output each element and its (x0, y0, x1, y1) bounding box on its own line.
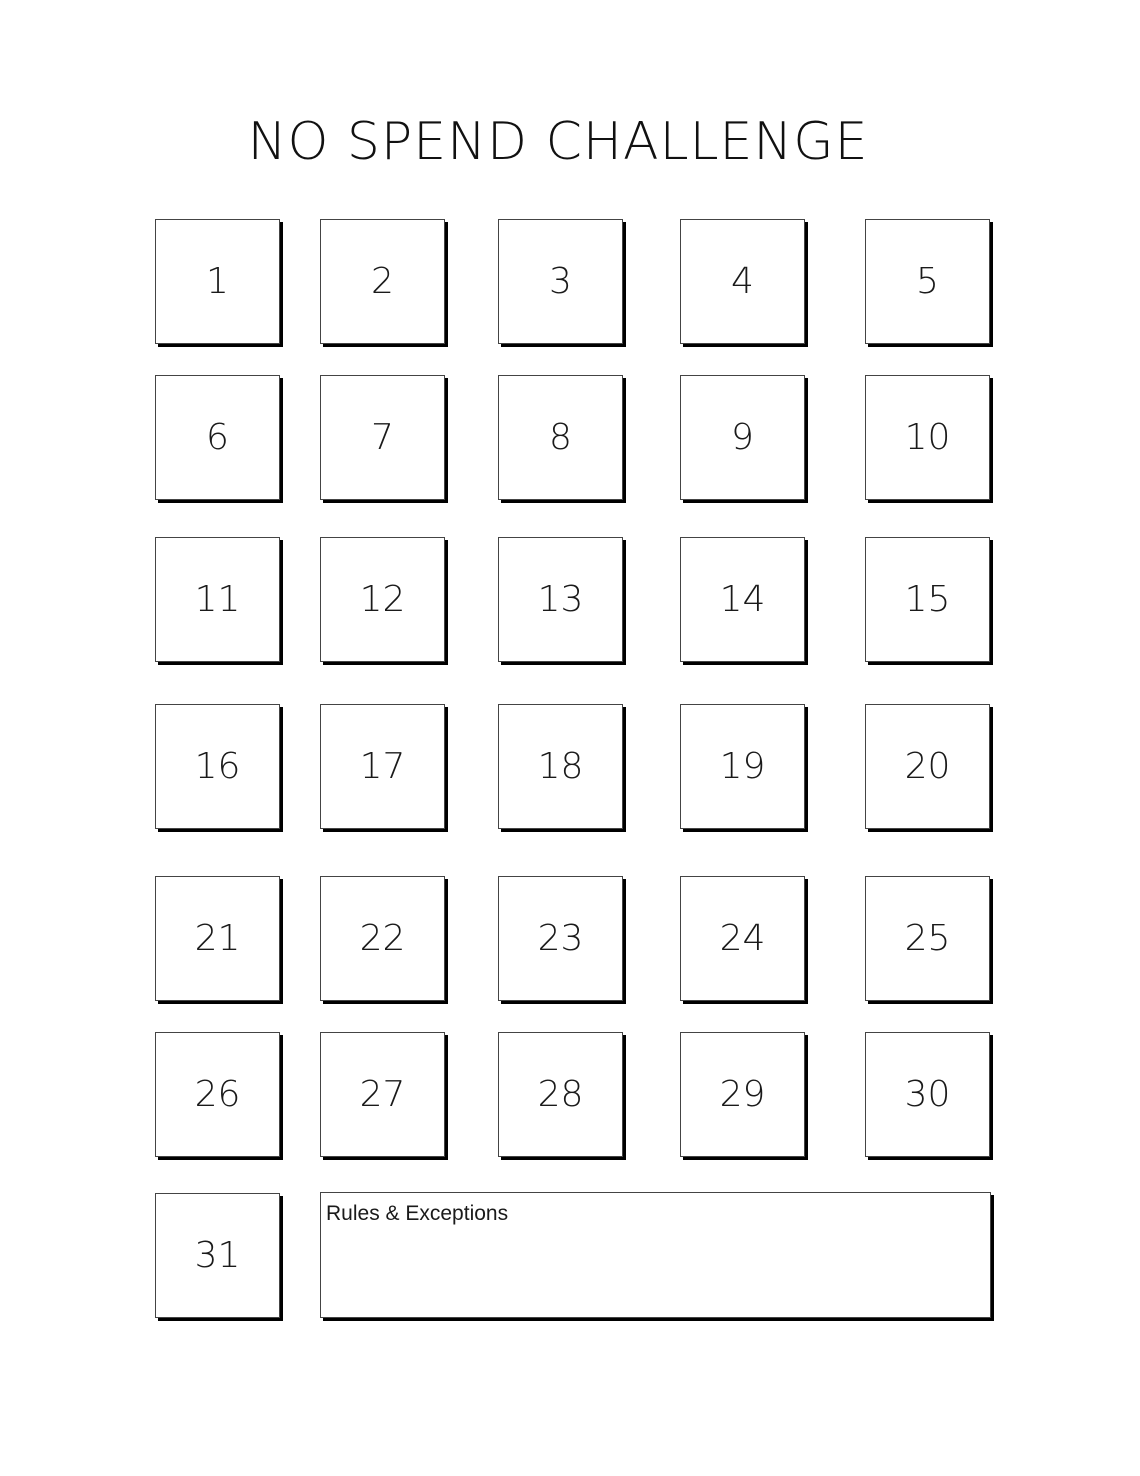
day-number: 13 (537, 578, 584, 620)
day-number: 8 (549, 416, 572, 458)
day-box-20[interactable] (865, 704, 990, 829)
day-box-21[interactable] (155, 876, 280, 1001)
day-box-24[interactable] (680, 876, 805, 1001)
day-box-11[interactable] (155, 537, 280, 662)
day-box-10[interactable] (865, 375, 990, 500)
day-number: 25 (904, 917, 951, 959)
day-box-26[interactable] (155, 1032, 280, 1157)
day-box-30[interactable] (865, 1032, 990, 1157)
day-number: 27 (359, 1073, 406, 1115)
day-number: 23 (537, 917, 584, 959)
day-number: 29 (719, 1073, 766, 1115)
day-number: 10 (904, 416, 951, 458)
day-box-19[interactable] (680, 704, 805, 829)
day-number: 9 (731, 416, 754, 458)
day-number: 1 (206, 260, 229, 302)
day-box-23[interactable] (498, 876, 623, 1001)
day-box-14[interactable] (680, 537, 805, 662)
day-number: 28 (537, 1073, 584, 1115)
day-box-8[interactable] (498, 375, 623, 500)
day-number: 16 (194, 745, 241, 787)
day-box-7[interactable] (320, 375, 445, 500)
day-box-28[interactable] (498, 1032, 623, 1157)
day-box-31[interactable] (155, 1193, 280, 1318)
day-box-18[interactable] (498, 704, 623, 829)
day-box-5[interactable] (865, 219, 990, 344)
day-box-1[interactable] (155, 219, 280, 344)
day-number: 15 (904, 578, 951, 620)
day-box-27[interactable] (320, 1032, 445, 1157)
day-number: 18 (537, 745, 584, 787)
day-number: 30 (904, 1073, 951, 1115)
rules-exceptions-label: Rules & Exceptions (326, 1202, 509, 1225)
day-number: 22 (359, 917, 406, 959)
day-box-17[interactable] (320, 704, 445, 829)
day-number: 12 (359, 578, 406, 620)
day-number: 14 (719, 578, 766, 620)
day-number: 4 (731, 260, 754, 302)
day-box-4[interactable] (680, 219, 805, 344)
day-box-15[interactable] (865, 537, 990, 662)
rules-exceptions-box[interactable] (320, 1192, 991, 1318)
day-box-16[interactable] (155, 704, 280, 829)
day-number: 6 (206, 416, 229, 458)
day-box-2[interactable] (320, 219, 445, 344)
day-number: 21 (194, 917, 241, 959)
page-title: NO SPEND CHALLENGE (247, 112, 869, 172)
day-number: 7 (371, 416, 394, 458)
day-number: 19 (719, 745, 766, 787)
day-box-22[interactable] (320, 876, 445, 1001)
day-number: 26 (194, 1073, 241, 1115)
day-number: 20 (904, 745, 951, 787)
day-box-25[interactable] (865, 876, 990, 1001)
day-box-9[interactable] (680, 375, 805, 500)
day-box-29[interactable] (680, 1032, 805, 1157)
day-box-6[interactable] (155, 375, 280, 500)
day-number: 3 (549, 260, 572, 302)
day-box-13[interactable] (498, 537, 623, 662)
day-number: 11 (194, 578, 241, 620)
day-box-12[interactable] (320, 537, 445, 662)
day-number: 5 (916, 260, 939, 302)
day-box-3[interactable] (498, 219, 623, 344)
day-number: 17 (359, 745, 406, 787)
day-number: 24 (719, 917, 766, 959)
day-number: 31 (194, 1234, 241, 1276)
day-number: 2 (371, 260, 394, 302)
